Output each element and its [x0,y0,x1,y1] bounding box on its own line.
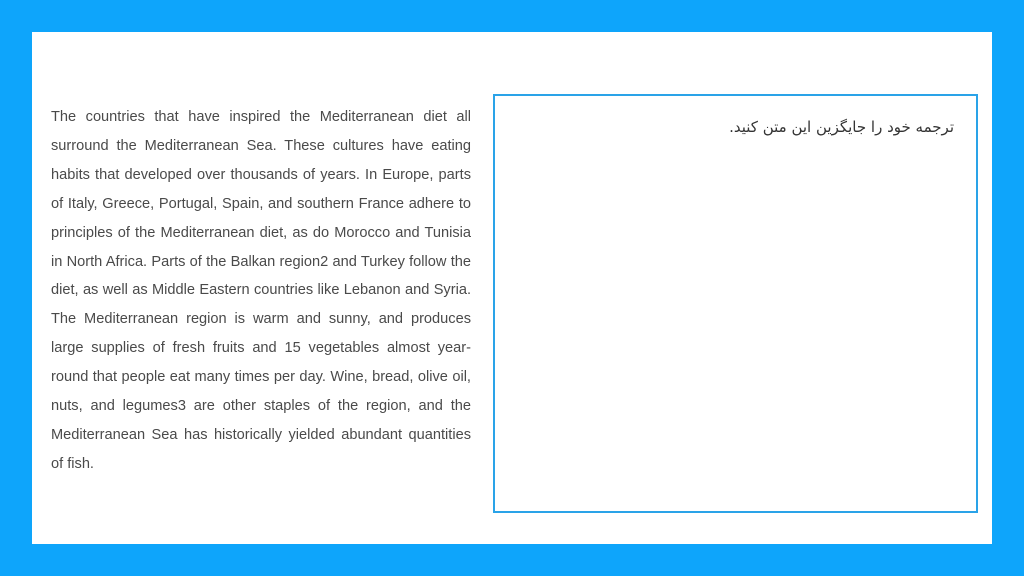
source-paragraph: The countries that have inspired the Mediterranean diet all surround the Mediterranean Sea. These cultures have eating habits that developed over thousands of years. In Europe, parts of Italy, Greece, Portugal, Spain, and southern France adhere to principles of the Mediterranean diet, as do Morocco and Tunisia in North Africa. Parts of the Balkan region2 and Turkey follow the diet, as well as Middle Eastern countries like Lebanon and Syria. The Mediterranean region is warm and sunny, and produces large supplies of fresh fruits and 15 vegetables almost year-round that people eat many times per day. Wine, bread, olive oil, nuts, and legumes3 are other staples of the region, and the Mediterranean Sea has historically yielded abundant quantities of fish. [51,109,471,472]
slide [32,32,992,544]
translation-placeholder[interactable]: ترجمه خود را جایگزین این متن کنید. [729,118,954,136]
translation-box[interactable] [493,94,978,513]
